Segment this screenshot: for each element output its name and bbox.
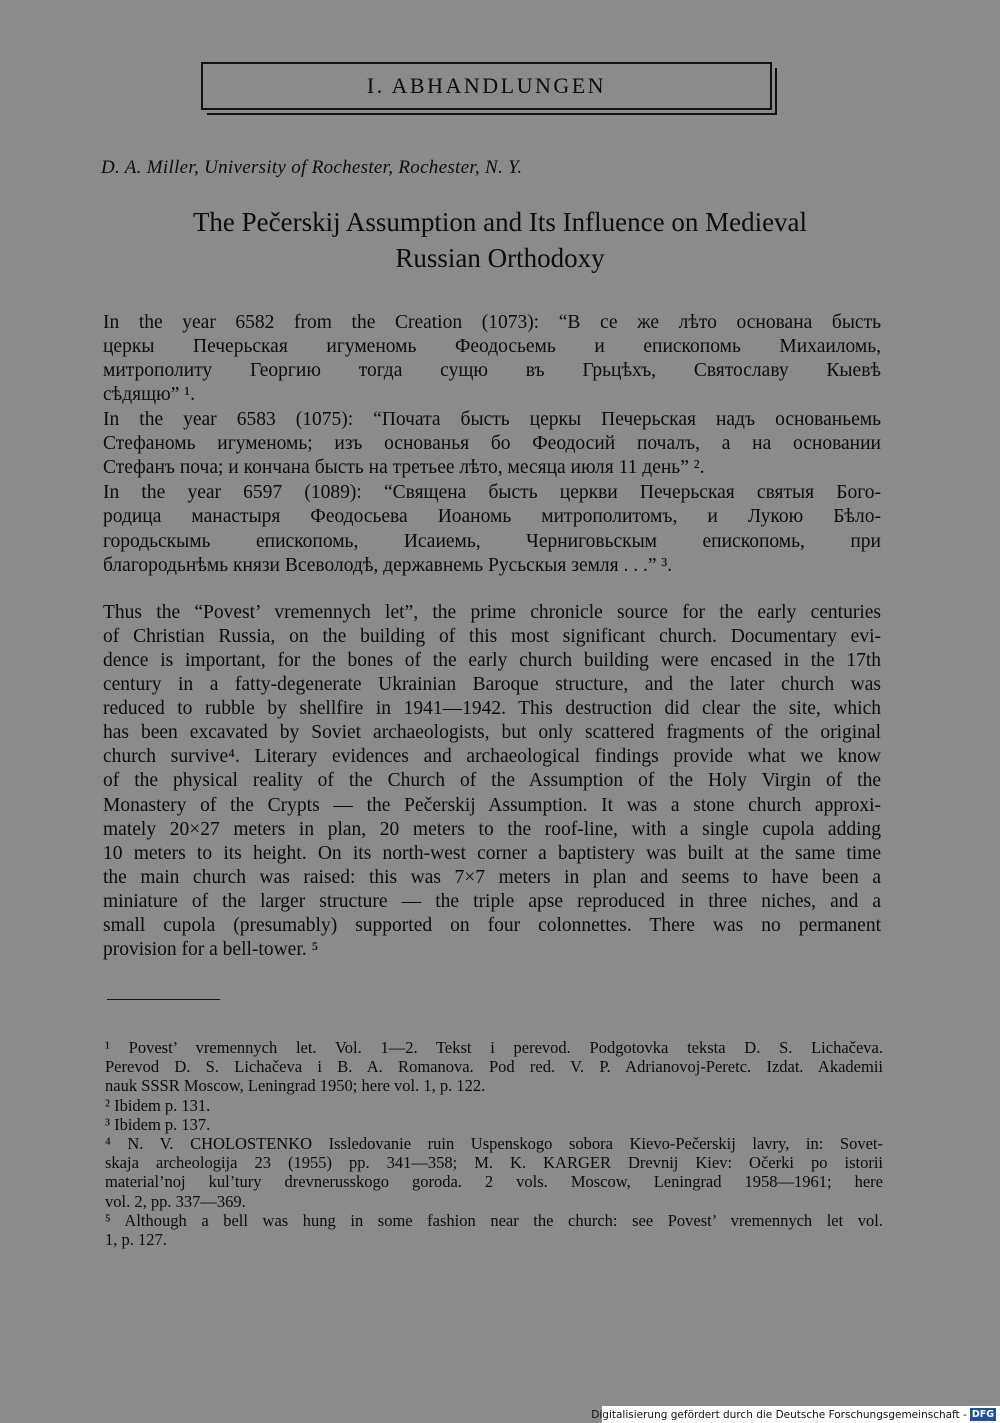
body-line: dence is important, for the bones of the early church building were encased in the 17th [103, 650, 881, 671]
body-line: of the physical reality of the Church of the Assumption of the Holy Virgin of the [103, 770, 881, 791]
quote-line: родица манастыря Феодосьева Иоаномь митрополитомъ, и Лукою Бѣло- [103, 506, 881, 527]
body-line: provision for a bell-tower. ⁵ [103, 939, 319, 960]
quote-line: Стефанъ поча; и кончана бысть на третьее лѣто, месяца июля 11 день” ². [103, 457, 705, 478]
footnote-line: skaja archeologija 23 (1955) pp. 341—358; M. K. KARGER Drevnij Kiev: Očerki po istorii [105, 1153, 883, 1172]
article-title-line: Russian Orthodoxy [395, 243, 605, 273]
body-line: mately 20×27 meters in plan, 20 meters to the roof-line, with a single cupola adding [103, 819, 881, 840]
quote-line: сѣдящю” ¹. [103, 384, 195, 405]
quote-line: городьскымь епископомь, Исаиемь, Черниговьскым епископомь, при [103, 531, 881, 552]
author-line: D. A. Miller, University of Rochester, Rochester, N. Y. [101, 157, 523, 178]
body-line: of Christian Russia, on the building of this most significant church. Documentary evi- [103, 626, 881, 647]
quote-line: благородьнѣмь князи Всеволодѣ, державнемь Русьскыя земля . . .” ³. [103, 555, 673, 576]
footer-credit-text: Digitalisierung gefördert durch die Deutsche Forschungsgemeinschaft - [591, 1408, 967, 1421]
article-title [100, 204, 900, 276]
section-title: I. ABHANDLUNGEN [366, 73, 607, 98]
dfg-logo: DFG [971, 1409, 994, 1420]
body-line: 10 meters to its height. On its north-west corner a baptistery was built at the same time [103, 843, 881, 864]
quote-line: церкы Печерьская игуменомь Феодосьемь и епископомь Михаиломь, [103, 336, 881, 357]
footnote-line: vol. 2, pp. 337—369. [105, 1192, 246, 1211]
body-line: has been excavated by Soviet archaeologists, but only scattered fragments of the original [103, 722, 881, 743]
body-line: century in a fatty-degenerate Ukrainian Baroque structure, and the later church was [103, 674, 881, 695]
footnote-line: ⁴ N. V. CHOLOSTENKO Issledovanie ruin Uspenskogo sobora Kievo-Pečerskij lavry, in: Sovet- [105, 1134, 883, 1153]
quote-line: In the year 6583 (1075): “Почата бысть церкы Печерьская надъ основаньемь [103, 409, 881, 430]
quote-line: митрополиту Георгию тогда сущю въ Грьцѣхъ, Святославу Кыевѣ [103, 360, 881, 381]
article-title-line: The Pečerskij Assumption and Its Influence on Medieval [192, 207, 808, 237]
footnote-line: material’noj kul’tury drevnerusskogo goroda. 2 vols. Moscow, Leningrad 1958—1961; here [105, 1172, 883, 1191]
quote-line: In the year 6582 from the Creation (1073): “В се же лѣто основана бысть [103, 312, 881, 333]
body-line: small cupola (presumably) supported on four colonnettes. There was no permanent [103, 915, 881, 936]
footnote-line: ⁵ Although a bell was hung in some fashion near the church: see Povest’ vremennych let vol. [105, 1211, 883, 1230]
body-line: Thus the “Povest’ vremennych let”, the prime chronicle source for the early centuries [103, 602, 881, 623]
footnote-line: 1, p. 127. [105, 1230, 167, 1249]
footnote-line: ³ Ibidem p. 137. [105, 1115, 211, 1134]
quote-line: In the year 6597 (1089): “Священа бысть церкви Печерьская святыя Бого- [103, 482, 881, 503]
footnote-divider [107, 999, 220, 1000]
body-line: Monastery of the Crypts — the Pečerskij Assumption. It was a stone church approxi- [103, 795, 881, 816]
footnote-line: ¹ Povest’ vremennych let. Vol. 1—2. Tekst i perevod. Podgotovka teksta D. S. Lichačeva. [105, 1038, 883, 1057]
body-line: the main church was raised: this was 7×7 meters in plan and seems to have been a [103, 867, 881, 888]
body-line: reduced to rubble by shellfire in 1941—1942. This destruction did clear the site, which [103, 698, 881, 719]
body-line: church survive⁴. Literary evidences and archaeological findings provide what we know [103, 746, 881, 767]
footnote-line: nauk SSSR Moscow, Leningrad 1950; here vol. 1, p. 122. [105, 1076, 486, 1095]
quote-line: Стефаномь игуменомь; изъ основанья бо Феодосий почалъ, а на основании [103, 433, 881, 454]
footnote-line: Perevod D. S. Lichačeva i B. A. Romanova. Pod red. V. P. Adrianovoj-Peretc. Izdat. Akademii [105, 1057, 883, 1076]
body-line: miniature of the larger structure — the triple apse reproduced in three niches, and a [103, 891, 881, 912]
digitization-footer [591, 1406, 1000, 1423]
section-heading-box [201, 62, 772, 110]
footnote-line: ² Ibidem p. 131. [105, 1096, 211, 1115]
